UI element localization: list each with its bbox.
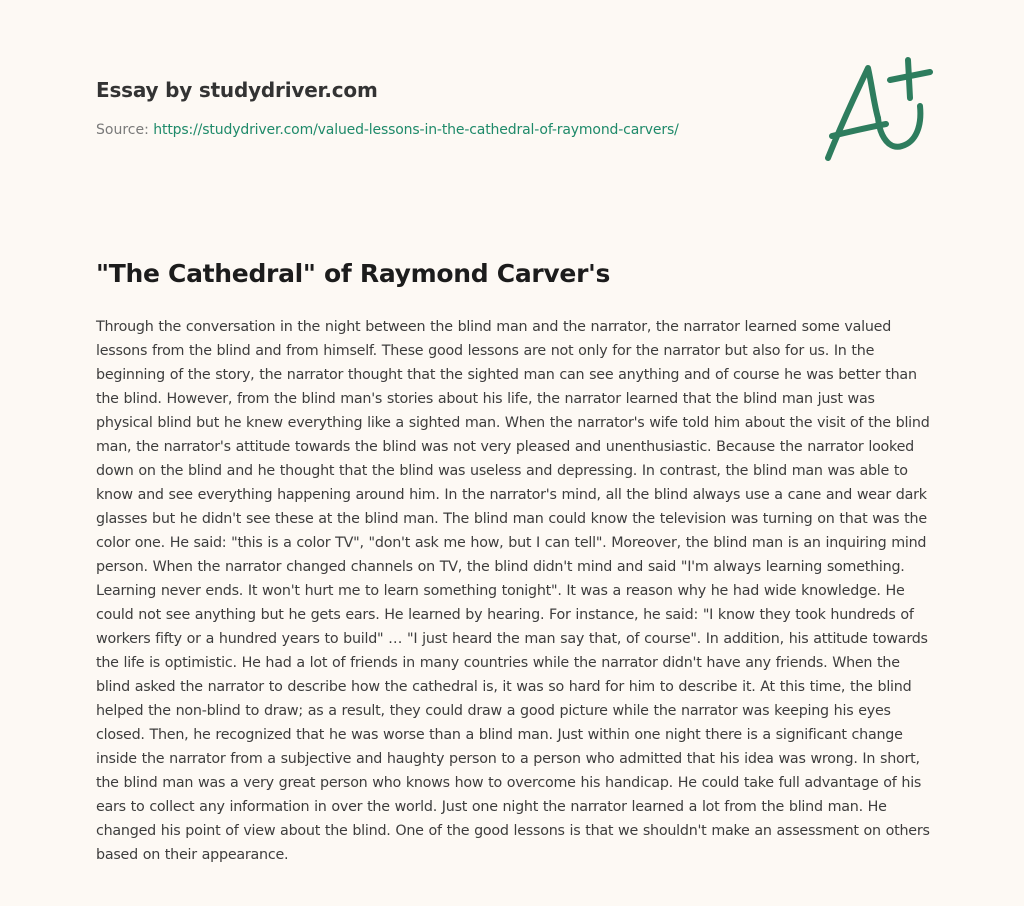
source-line	[96, 120, 796, 140]
source-link[interactable]: https://studydriver.com/valued-lessons-in-the-cathedral-of-raymond-carvers/	[153, 122, 679, 138]
a-plus-grade-icon	[818, 38, 933, 166]
page-header	[96, 76, 796, 140]
source-label: Source:	[96, 122, 154, 138]
document-body: Through the conversation in the night between the blind man and the narrator, the narrator learned some valued lessons from the blind and from himself. These good lessons are not only for the narrator but also for us. In the beginning of the story, the narrator thought that the sighted man can see anything and of course he was better than the blind. However, from the blind man's stories about his life, the narrator learned that the blind man just was physical blind but he knew everything like a sighted man. When the narrator's wife told him about the visit of the blind man, the narrator's attitude towards the blind was not very pleased and unenthusiastic. Because the narrator looked down on the blind and he thought that the blind was useless and depressing. In contrast, the blind man was able to know and see everything happening around him. In the narrator's mind, all the blind always use a cane and wear dark glasses but he didn't see these at the blind man. The blind man could know the television was turning on that was the color one. He said: "this is a color TV", "don't ask me how, but I can tell". Moreover, the blind man is an inquiring mind person. When the narrator changed channels on TV, the blind didn't mind and said "I'm always learning something. Learning never ends. It won't hurt me to learn something tonight". It was a reason why he had wide knowledge. He could not see anything but he gets ears. He learned by hearing. For instance, he said: "I know they took hundreds of workers fifty or a hundred years to build" … "I just heard the man say that, of course". In addition, his attitude towards the life is optimistic. He had a lot of friends in many countries while the narrator didn't have any friends. When the blind asked the narrator to describe how the cathedral is, it was so hard for him to describe it. At this time, the blind helped the non-blind to draw; as a result, they could draw a good picture while the narrator was keeping his eyes closed. Then, he recognized that he was worse than a blind man. Just within one night there is a significant change inside the narrator from a subjective and haughty person to a person who admitted that his idea was wrong. In short, the blind man was a very great person who knows how to overcome his handicap. He could take full advantage of his ears to collect any information in over the world. Just one night the narrator learned a lot from the blind man. He changed his point of view about the blind. One of the good lessons is that we shouldn't make an assessment on others based on their appearance.	[96, 319, 930, 863]
site-title: Essay by studydriver.com	[96, 78, 378, 102]
document-title: "The Cathedral" of Raymond Carver's	[96, 259, 611, 288]
